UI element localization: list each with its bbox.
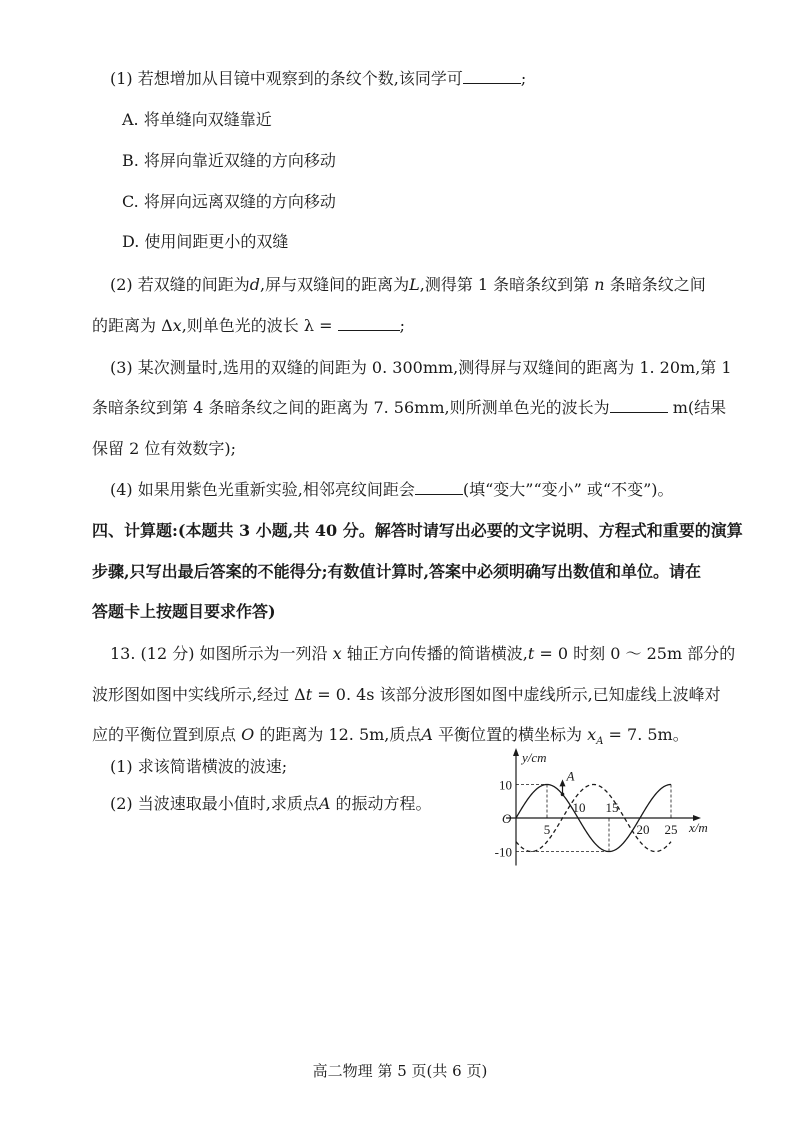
q13-text-g: 的距离为 12. 5m,质点 <box>259 725 422 744</box>
q13-text-a: 13. (12 分) 如图所示为一列沿 <box>110 644 328 663</box>
x-tick-label: 25 <box>664 822 678 837</box>
q2-var-L: L <box>409 275 420 294</box>
q13-text-b: 轴正方向传播的简谐横波, <box>346 644 528 663</box>
section4-line1: 四、计算题:(本题共 3 小题,共 40 分。解答时请写出必要的文字说明、方程式和重要的演算 <box>92 521 743 540</box>
x-tick-label: 5 <box>543 822 551 837</box>
q13-text-c: = 0 时刻 0 ～ 25m 部分的 <box>539 644 736 663</box>
q2-var-n: n <box>594 275 605 294</box>
q1-answer-blank[interactable] <box>463 69 521 84</box>
q1-option-d: D. 使用间距更小的双缝 <box>122 232 289 251</box>
x-tick-label: 15 <box>605 800 619 815</box>
q13-var-xA-sub: A <box>596 736 604 748</box>
q2-text-a: (2) 若双缝的间距为 <box>110 275 250 294</box>
y-axis-arrow <box>513 748 519 756</box>
q13-sub2-var-A: A <box>318 794 331 813</box>
q4-text-a: (4) 如果用紫色光重新实验,相邻亮纹间距会 <box>110 480 415 499</box>
q3-line2 <box>92 397 726 419</box>
q2-var-x: x <box>172 316 182 335</box>
y-axis-label: y/cm <box>522 750 547 765</box>
q1-stem-line <box>110 68 526 90</box>
q3-line1: (3) 某次测量时,选用的双缝的间距为 0. 300mm,测得屏与双缝间的距离为 1. 20m,第 1 <box>110 358 732 377</box>
q13-var-t: t <box>527 644 535 663</box>
q1-tail: ; <box>520 69 527 88</box>
origin-label: O <box>502 811 512 826</box>
q13-var-A: A <box>421 725 433 744</box>
q2-answer-blank[interactable] <box>338 316 400 331</box>
q13-var-xA-x: x <box>587 725 597 744</box>
q3-text-a: 条暗条纹到第 4 条暗条纹之间的距离为 7. 56mm,则所测单色光的波长为 <box>92 398 610 417</box>
q13-var-t2: t <box>305 685 313 704</box>
wave-chart <box>478 748 738 878</box>
q13-var-xA <box>587 725 604 748</box>
q13-text-d: 波形图如图中实线所示,经过 Δ <box>92 685 306 704</box>
y-tick-label: -10 <box>494 844 512 860</box>
point-A-label: A <box>566 768 575 784</box>
x-tick-label: 20 <box>636 822 650 837</box>
section4-line2: 步骤,只写出最后答案的不能得分;有数值计算时,答案中必须明确写出数值和单位。请在 <box>92 562 702 581</box>
q3-text-b: m(结果 <box>672 398 727 417</box>
q2-text-g: ; <box>399 316 405 335</box>
q13-line2 <box>92 684 721 706</box>
q13-sub2-a: (2) 当波速取最小值时,求质点 <box>110 794 319 813</box>
x-axis-label: x/m <box>689 820 708 835</box>
page-footer: 高二物理 第 5 页(共 6 页) <box>312 1062 488 1080</box>
section4-line3: 答题卡上按题目要求作答) <box>92 602 276 621</box>
q2-text-f: ,则单色光的波长 λ = <box>181 316 333 335</box>
q13-sub2-b: 的振动方程。 <box>335 794 432 813</box>
q4-line <box>110 479 674 501</box>
point-A-arrowhead <box>560 779 566 786</box>
q2-text-e: 的距离为 Δ <box>92 316 173 335</box>
x-tick-label: 10 <box>572 800 586 815</box>
q1-option-b: B. 将屏向靠近双缝的方向移动 <box>122 151 336 170</box>
q2-var-d: d <box>249 275 261 294</box>
q3-answer-blank[interactable] <box>610 398 668 413</box>
q13-text-i: = 7. 5m。 <box>608 725 689 744</box>
y-tick-label: 10 <box>499 777 512 793</box>
q4-answer-blank[interactable] <box>415 480 463 495</box>
q1-option-a: A. 将单缝向双缝靠近 <box>122 110 272 129</box>
q2-line1 <box>110 274 706 296</box>
q2-line2 <box>92 315 405 337</box>
q13-text-f: 应的平衡位置到原点 <box>92 725 237 744</box>
q4-text-b: (填“变大”“变小” 或“不变”)。 <box>462 480 674 499</box>
q2-text-c: ,测得第 1 条暗条纹到第 <box>419 275 590 294</box>
q13-text-e: = 0. 4s 该部分波形图如图中虚线所示,已知虚线上波峰对 <box>317 685 721 704</box>
q2-text-b: ,屏与双缝间的距离为 <box>260 275 410 294</box>
q1-stem: (1) 若想增加从目镜中观察到的条纹个数,该同学可 <box>110 69 463 88</box>
q13-line1 <box>110 643 735 665</box>
q2-text-d: 条暗条纹之间 <box>609 275 706 294</box>
q13-sub2 <box>110 793 432 815</box>
q3-line3: 保留 2 位有效数字); <box>92 439 236 458</box>
q1-option-c: C. 将屏向远离双缝的方向移动 <box>122 192 336 211</box>
q13-var-x: x <box>332 644 342 663</box>
q13-text-h: 平衡位置的横坐标为 <box>438 725 583 744</box>
q13-var-O: O <box>241 725 255 744</box>
q13-sub1: (1) 求该简谐横波的波速; <box>110 757 288 776</box>
